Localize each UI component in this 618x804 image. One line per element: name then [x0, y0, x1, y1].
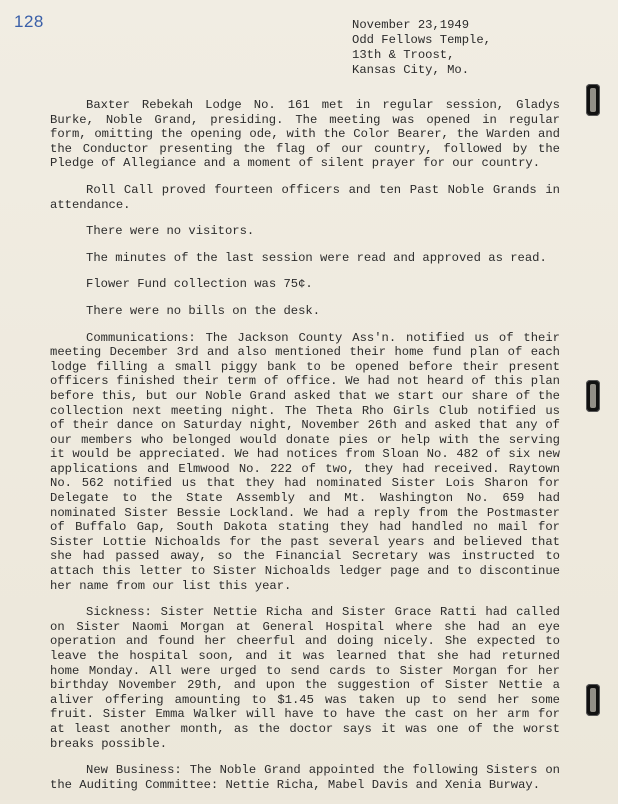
- header-date: November 23,1949: [352, 18, 470, 32]
- page-number: 128: [14, 12, 44, 31]
- bills-paragraph: There were no bills on the desk.: [86, 303, 321, 318]
- minutes-body: [50, 98, 560, 804]
- letter-header: [352, 18, 491, 78]
- binder-hole-top: [586, 84, 600, 116]
- communications-paragraph: Communications: The Jackson County Ass'n. notified us of their meeting December 3rd and also mentioned their home fund plan of each lodge filling a small piggy bank to be opened before their present officers finished their term of office. We had not heard of this plan before this, but our Noble Grand asked that we start our share of the collection next meeting night. The Theta Rho Girls Club notified us of their dance on Saturday night, November 26th and asked that any of our members who belonged would donate pies or help with the serving it would be appreciated. We had notices from Sloan No. 482 of six new applications and Elmwood No. 222 of two, they had received. Raytown No. 562 notified us that they had nominated Sister Lois Sharon for Delegate to the State Assembly and Mt. Washington No. 659 had nominated Sister Bessie Lockland. We had a reply from the Postmaster of Buffalo Gap, South Dakota stating they had handled no mail for Sister Lottie Nichoalds for the past several years and believed that she had passed away, so the Financial Secretary was instructed to attach this letter to Sister Nichoalds ledger page and to discontinue her name from our list this year.: [50, 330, 560, 593]
- header-venue: Odd Fellows Temple,: [352, 33, 491, 47]
- minutes-paragraph: The minutes of the last session were read and approved as read.: [86, 250, 547, 265]
- roll-call-paragraph: Roll Call proved fourteen officers and ten Past Noble Grands in attendance.: [50, 182, 560, 212]
- sickness-paragraph: Sickness: Sister Nettie Richa and Sister Grace Ratti had called on Sister Naomi Morgan at General Hospital where she had an eye operation and found her cheerful and doing nicely. She expected to leave the hospital soon, and it was learned that she had returned home Monday. All were urged to send cards to Sister Morgan for her birthday November 29th, and upon the suggestion of Sister Nettie a aliver offering amounting to $1.45 was taken up to send her some fruit. Sister Emma Walker will have to have the cast on her arm for at least another month, as the doctor says it was one of the worst breaks possible.: [50, 605, 560, 751]
- header-city: Kansas City, Mo.: [352, 63, 470, 77]
- binder-hole-bottom: [586, 684, 600, 716]
- flower-fund-paragraph: Flower Fund collection was 75¢.: [86, 277, 313, 292]
- visitors-paragraph: There were no visitors.: [86, 224, 255, 239]
- opening-paragraph: Baxter Rebekah Lodge No. 161 met in regular session, Gladys Burke, Noble Grand, presiding. The meeting was opened in regular form, omitting the opening ode, with the Color Bearer, the Warden and the Conductor presenting the flag of our country, followed by the Pledge of Allegiance and a moment of silent prayer for our country.: [50, 98, 560, 171]
- header-street: 13th & Troost,: [352, 48, 455, 62]
- binder-hole-middle: [586, 380, 600, 412]
- new-business-paragraph: New Business: The Noble Grand appointed the following Sisters on the Auditing Committee: Nettie Richa, Mabel Davis and Xenia Burway.: [50, 763, 560, 792]
